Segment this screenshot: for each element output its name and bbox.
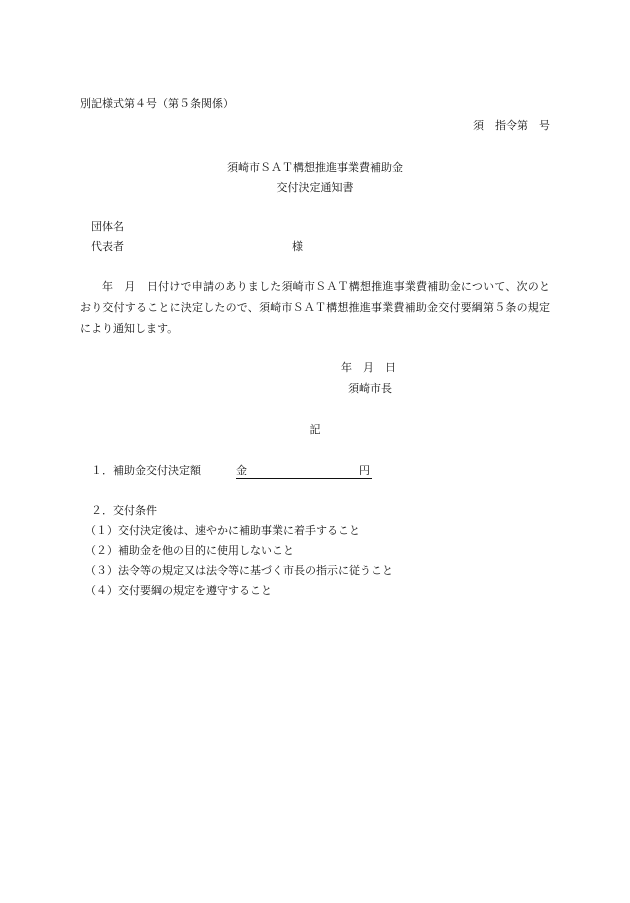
notice-body: 年 月 日付けで申請のありました須崎市ＳＡＴ構想推進事業費補助金について、次のとおり交付することに決定したので、須崎市ＳＡＴ構想推進事業費補助金交付要綱第５条の規定により通知します。 [80, 280, 550, 335]
issuer: 須崎市長 [348, 382, 392, 395]
condition-item: （１）交付決定後は、速やかに補助事業に着手すること [85, 524, 360, 537]
grant-amount-field [236, 465, 372, 479]
condition-item: （２）補助金を他の目的に使用しないこと [85, 544, 294, 557]
title-line-1: 須崎市ＳＡＴ構想推進事業費補助金 [227, 161, 403, 174]
date-line: 年 月 日 [341, 361, 396, 374]
honorific: 様 [292, 240, 303, 253]
ki-heading: 記 [309, 423, 321, 436]
form-label: 別記様式第４号（第５条関係） [80, 97, 234, 110]
amount-suffix: 円 [359, 464, 370, 477]
title-line-2: 交付決定通知書 [276, 181, 354, 194]
condition-item: （４）交付要綱の規定を遵守すること [85, 584, 272, 597]
condition-item: （３）法令等の規定又は法令等に基づく市長の指示に従うこと [85, 564, 393, 577]
document-number: 須 指令第 号 [473, 119, 550, 132]
group-name-label: 団体名 [91, 220, 124, 233]
conditions-heading: ２．交付条件 [91, 504, 157, 517]
grant-amount-label: １．補助金交付決定額 [91, 464, 201, 477]
amount-prefix: 金 [236, 464, 247, 477]
representative-label: 代表者 [91, 240, 124, 253]
